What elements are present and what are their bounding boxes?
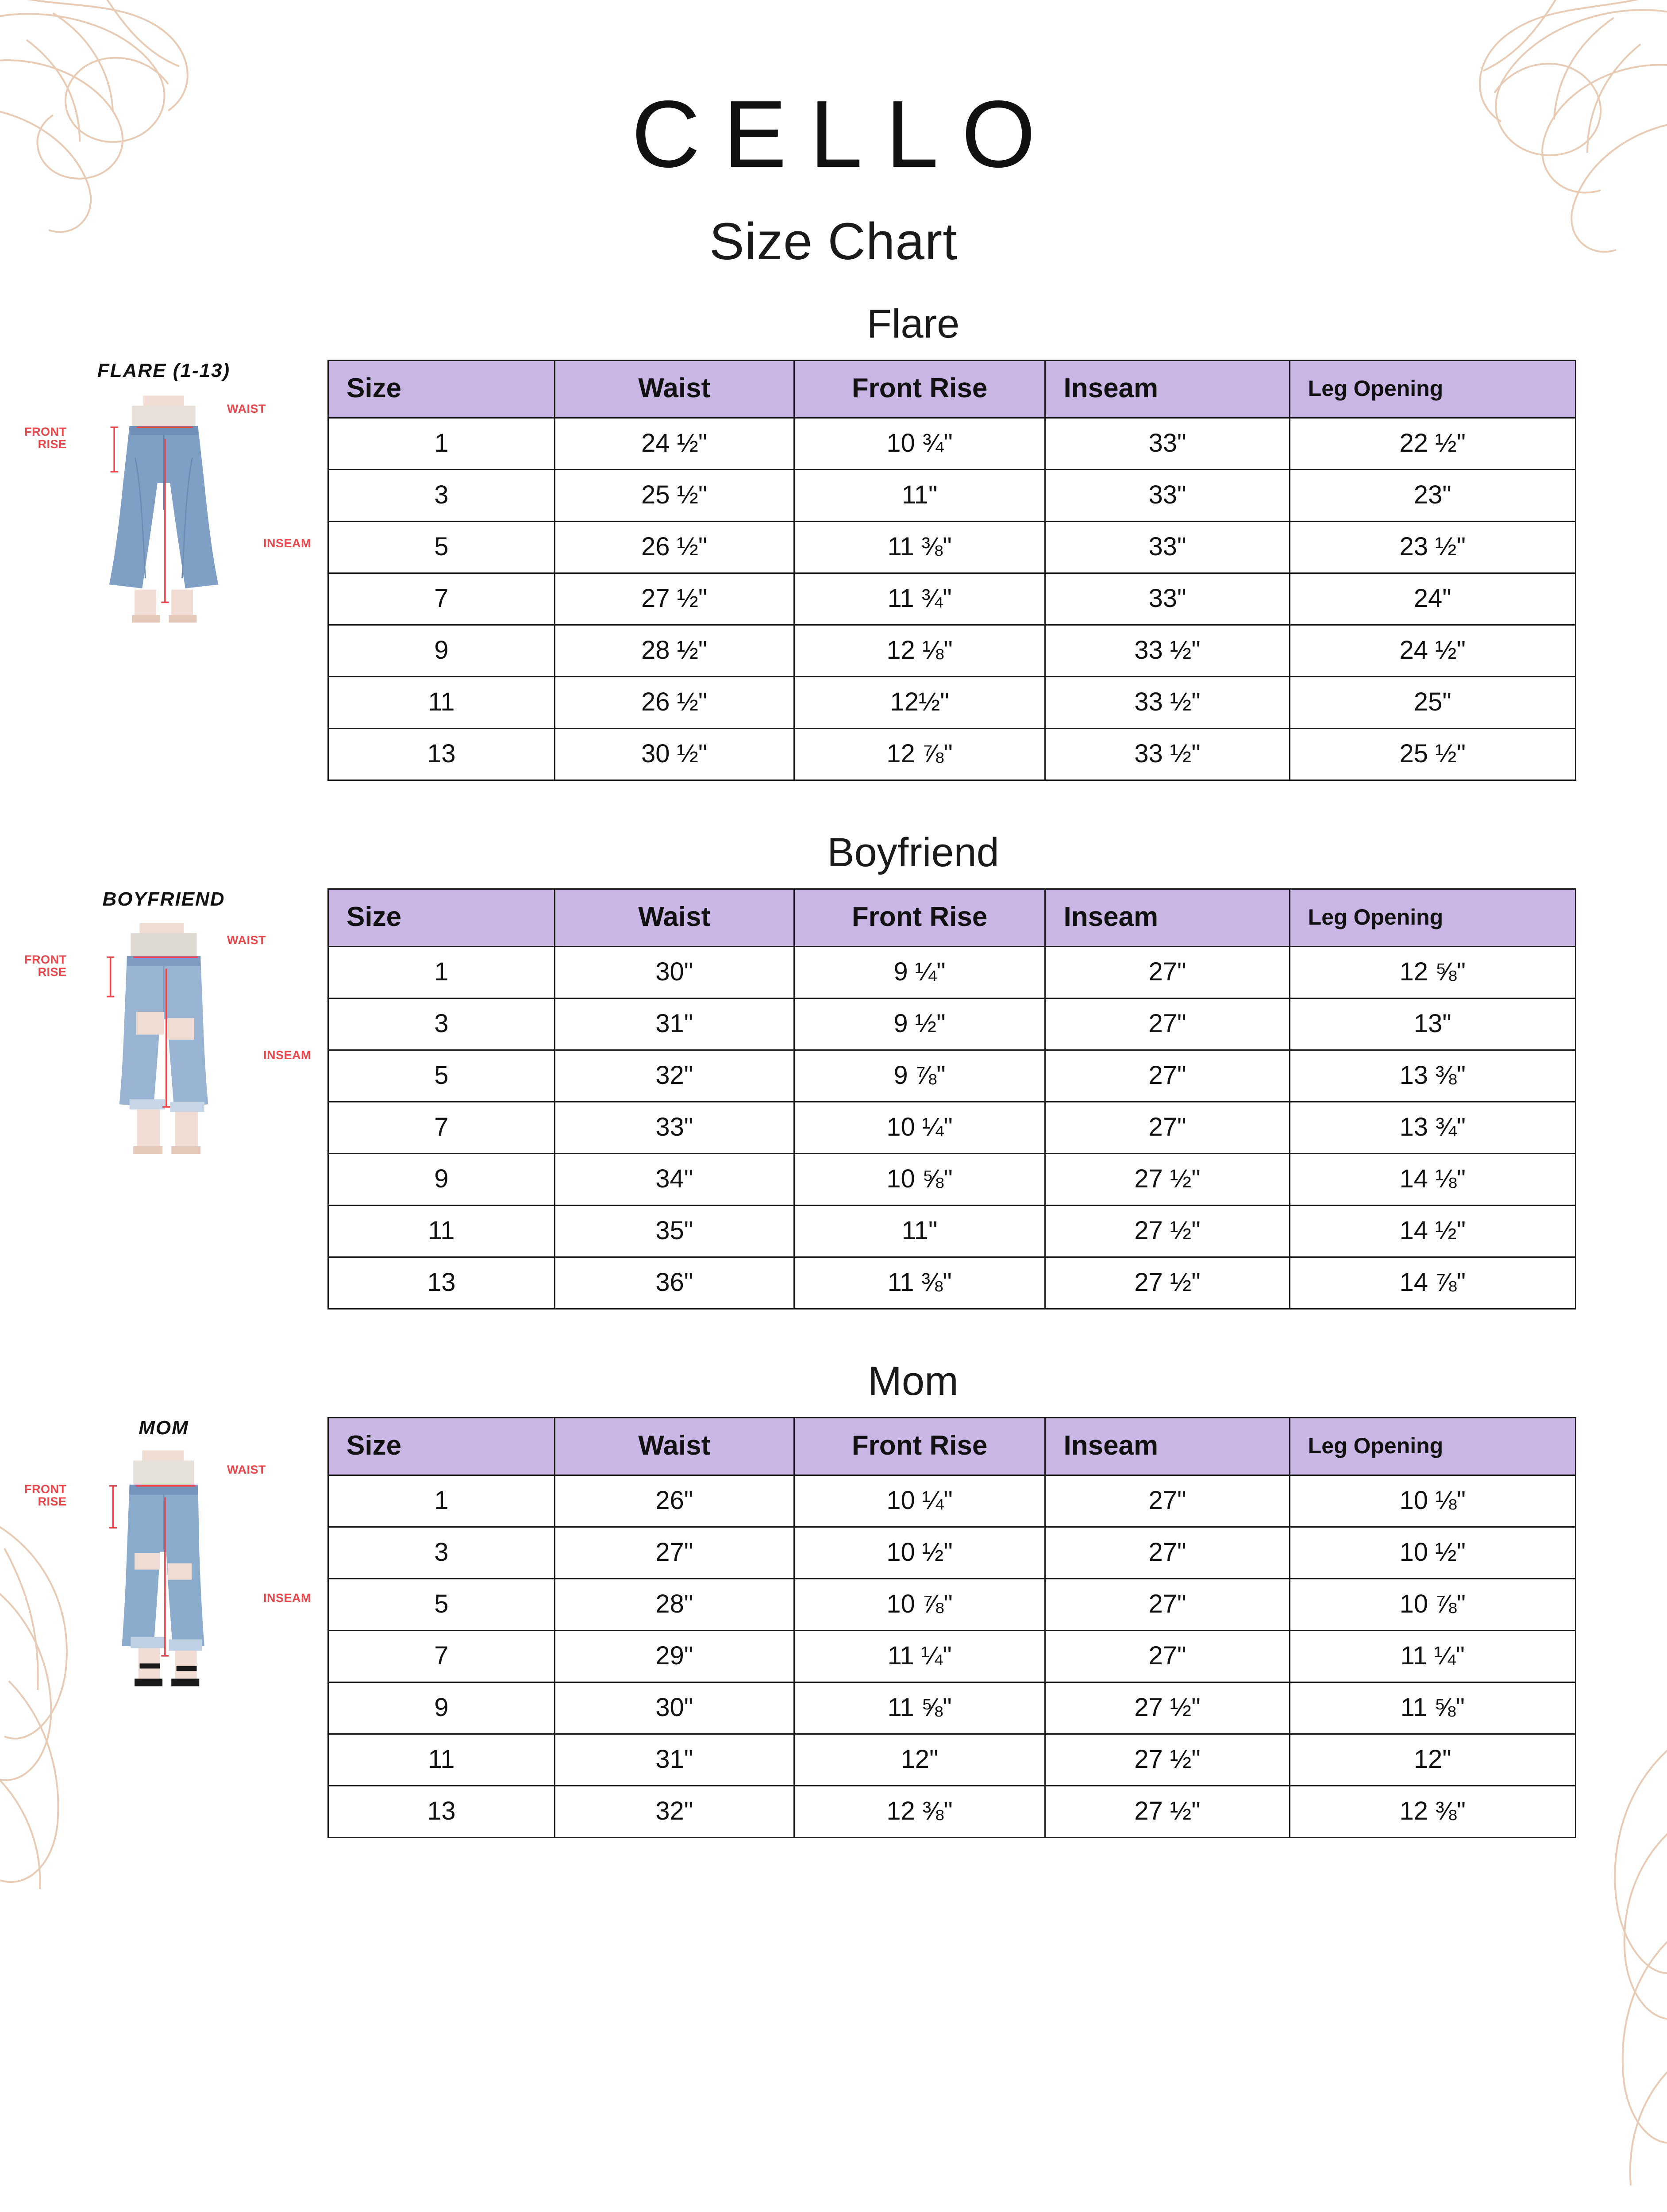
cell-inseam: 27" [1045,1102,1290,1154]
cell-size: 1 [328,947,555,998]
boyfriend-jeans-illustration [69,917,259,1189]
cell-leg-opening: 12" [1290,1734,1575,1786]
cell-size: 9 [328,625,555,677]
cell-front-rise: 9 ½" [794,998,1045,1050]
cell-front-rise: 10 ¼" [794,1475,1045,1527]
annotation-front-rise-line2: RISE [38,965,67,979]
page-title: Size Chart [709,212,958,271]
cell-front-rise: 11 ¼" [794,1631,1045,1682]
cell-size: 5 [328,522,555,573]
cell-waist: 33" [554,1102,794,1154]
cell-leg-opening: 13" [1290,998,1575,1050]
cell-inseam: 27" [1045,1631,1290,1682]
figure-label-boyfriend: BOYFRIEND [102,888,225,910]
table-row [328,998,1576,1050]
section-flare [0,301,1667,781]
figure-boyfriend [0,888,327,1189]
cell-front-rise: 11" [794,1206,1045,1257]
cell-inseam: 27" [1045,1050,1290,1102]
column-header-front-rise: Front Rise [794,361,1045,418]
column-header-front-rise: Front Rise [794,889,1045,947]
cell-waist: 30" [554,947,794,998]
cell-inseam: 33" [1045,522,1290,573]
column-header-inseam: Inseam [1045,1418,1290,1475]
cell-size: 9 [328,1682,555,1734]
annotation-front-rise-flare [24,426,66,450]
cell-size: 13 [328,1786,555,1838]
table-row [328,1154,1576,1206]
cell-front-rise: 10 ⅝" [794,1154,1045,1206]
cell-leg-opening: 12 ⅝" [1290,947,1575,998]
cell-inseam: 27" [1045,1527,1290,1579]
column-header-leg-opening: Leg Opening [1290,361,1575,418]
cell-size: 11 [328,1206,555,1257]
column-header-leg-opening: Leg Opening [1290,889,1575,947]
cell-waist: 26 ½" [554,677,794,729]
table-row [328,677,1576,729]
table-row [328,1475,1576,1527]
figure-label-flare: FLARE (1-13) [97,360,231,381]
cell-inseam: 27" [1045,998,1290,1050]
annotation-front-rise-line2: RISE [38,1494,67,1508]
cell-leg-opening: 14 ⅞" [1290,1257,1575,1309]
table-row [328,573,1576,625]
column-header-size: Size [328,361,555,418]
column-header-waist: Waist [554,889,794,947]
cell-size: 11 [328,677,555,729]
annotation-front-rise-boyfriend [24,954,66,978]
cell-size: 7 [328,1102,555,1154]
cell-inseam: 27 ½" [1045,1257,1290,1309]
cell-size: 1 [328,1475,555,1527]
cell-leg-opening: 14 ⅛" [1290,1154,1575,1206]
cell-inseam: 27" [1045,1579,1290,1631]
column-header-waist: Waist [554,1418,794,1475]
cell-inseam: 33" [1045,418,1290,470]
cell-leg-opening: 24" [1290,573,1575,625]
table-row [328,470,1576,522]
cell-size: 3 [328,1527,555,1579]
section-title-mom: Mom [868,1359,959,1404]
cell-inseam: 27 ½" [1045,1734,1290,1786]
cell-waist: 35" [554,1206,794,1257]
column-header-leg-opening: Leg Opening [1290,1418,1575,1475]
flare-jeans-illustration [69,388,259,661]
cell-waist: 30" [554,1682,794,1734]
figure-flare [0,360,327,661]
cell-waist: 26 ½" [554,522,794,573]
table-row [328,1579,1576,1631]
cell-waist: 28" [554,1579,794,1631]
cell-leg-opening: 24 ½" [1290,625,1575,677]
cell-leg-opening: 23 ½" [1290,522,1575,573]
cell-front-rise: 12½" [794,677,1045,729]
cell-inseam: 33 ½" [1045,677,1290,729]
cell-inseam: 27" [1045,1475,1290,1527]
cell-leg-opening: 11 ¼" [1290,1631,1575,1682]
cell-size: 3 [328,470,555,522]
cell-inseam: 27 ½" [1045,1682,1290,1734]
table-row [328,1734,1576,1786]
cell-front-rise: 11 ¾" [794,573,1045,625]
cell-leg-opening: 14 ½" [1290,1206,1575,1257]
section-title-flare: Flare [866,301,960,346]
table-row [328,522,1576,573]
column-header-inseam: Inseam [1045,361,1290,418]
size-table-boyfriend [327,888,1576,1310]
cell-size: 5 [328,1579,555,1631]
annotation-waist-flare: WAIST [227,402,266,415]
table-row [328,1786,1576,1838]
cell-waist: 36" [554,1257,794,1309]
table-wrapper-flare [327,360,1667,781]
cell-front-rise: 12" [794,1734,1045,1786]
cell-leg-opening: 25 ½" [1290,729,1575,780]
cell-inseam: 27 ½" [1045,1154,1290,1206]
table-row [328,729,1576,780]
cell-waist: 28 ½" [554,625,794,677]
column-header-size: Size [328,1418,555,1475]
cell-size: 7 [328,573,555,625]
annotation-waist-mom: WAIST [227,1463,266,1476]
cell-leg-opening: 10 ⅛" [1290,1475,1575,1527]
cell-leg-opening: 25" [1290,677,1575,729]
brand-title: CELLO [631,81,1059,187]
cell-front-rise: 9 ⅞" [794,1050,1045,1102]
table-wrapper-boyfriend [327,888,1667,1310]
cell-front-rise: 10 ¾" [794,418,1045,470]
cell-front-rise: 11 ⅝" [794,1682,1045,1734]
cell-front-rise: 10 ¼" [794,1102,1045,1154]
table-row [328,625,1576,677]
table-row [328,947,1576,998]
cell-waist: 27" [554,1527,794,1579]
cell-inseam: 33 ½" [1045,729,1290,780]
table-row [328,1682,1576,1734]
table-row [328,1102,1576,1154]
cell-leg-opening: 10 ½" [1290,1527,1575,1579]
cell-leg-opening: 13 ¾" [1290,1102,1575,1154]
cell-size: 5 [328,1050,555,1102]
cell-size: 13 [328,1257,555,1309]
cell-inseam: 33" [1045,470,1290,522]
cell-waist: 24 ½" [554,418,794,470]
annotation-inseam-mom: INSEAM [263,1591,311,1605]
mom-jeans-illustration [69,1445,259,1718]
annotation-front-rise-line2: RISE [38,437,67,451]
annotation-waist-boyfriend: WAIST [227,933,266,947]
table-header-row [328,1418,1576,1475]
section-boyfriend [0,830,1667,1310]
cell-leg-opening: 22 ½" [1290,418,1575,470]
cell-waist: 32" [554,1050,794,1102]
table-row [328,1257,1576,1309]
cell-waist: 34" [554,1154,794,1206]
cell-waist: 30 ½" [554,729,794,780]
cell-front-rise: 12 ⅛" [794,625,1045,677]
cell-size: 7 [328,1631,555,1682]
cell-front-rise: 12 ⅜" [794,1786,1045,1838]
cell-waist: 25 ½" [554,470,794,522]
table-row [328,1631,1576,1682]
size-table-flare [327,360,1576,781]
cell-front-rise: 10 ⅞" [794,1579,1045,1631]
annotation-front-rise-mom [24,1483,66,1508]
cell-front-rise: 9 ¼" [794,947,1045,998]
column-header-front-rise: Front Rise [794,1418,1045,1475]
cell-size: 3 [328,998,555,1050]
cell-inseam: 27 ½" [1045,1206,1290,1257]
column-header-inseam: Inseam [1045,889,1290,947]
cell-size: 1 [328,418,555,470]
cell-size: 13 [328,729,555,780]
cell-front-rise: 12 ⅞" [794,729,1045,780]
figure-label-mom: MOM [139,1417,189,1439]
cell-waist: 32" [554,1786,794,1838]
table-header-row [328,889,1576,947]
figure-mom [0,1417,327,1718]
section-mom [0,1358,1667,1838]
cell-leg-opening: 23" [1290,470,1575,522]
column-header-size: Size [328,889,555,947]
cell-inseam: 27 ½" [1045,1786,1290,1838]
table-header-row [328,361,1576,418]
cell-inseam: 27" [1045,947,1290,998]
table-row [328,418,1576,470]
cell-size: 9 [328,1154,555,1206]
cell-leg-opening: 12 ⅜" [1290,1786,1575,1838]
table-row [328,1527,1576,1579]
cell-leg-opening: 13 ⅜" [1290,1050,1575,1102]
cell-inseam: 33 ½" [1045,625,1290,677]
section-title-boyfriend: Boyfriend [827,830,999,875]
column-header-waist: Waist [554,361,794,418]
table-row [328,1050,1576,1102]
cell-front-rise: 11 ⅜" [794,1257,1045,1309]
cell-waist: 31" [554,1734,794,1786]
cell-front-rise: 10 ½" [794,1527,1045,1579]
annotation-front-rise-line1: FRONT [24,425,67,438]
annotation-front-rise-line1: FRONT [24,953,67,966]
cell-leg-opening: 10 ⅞" [1290,1579,1575,1631]
size-table-mom [327,1417,1576,1838]
cell-size: 11 [328,1734,555,1786]
annotation-inseam-boyfriend: INSEAM [263,1048,311,1062]
annotation-inseam-flare: INSEAM [263,537,311,550]
table-row [328,1206,1576,1257]
cell-waist: 27 ½" [554,573,794,625]
annotation-front-rise-line1: FRONT [24,1482,67,1496]
cell-front-rise: 11 ⅜" [794,522,1045,573]
cell-waist: 31" [554,998,794,1050]
cell-front-rise: 11" [794,470,1045,522]
table-wrapper-mom [327,1417,1667,1838]
cell-waist: 26" [554,1475,794,1527]
cell-inseam: 33" [1045,573,1290,625]
cell-waist: 29" [554,1631,794,1682]
cell-leg-opening: 11 ⅝" [1290,1682,1575,1734]
